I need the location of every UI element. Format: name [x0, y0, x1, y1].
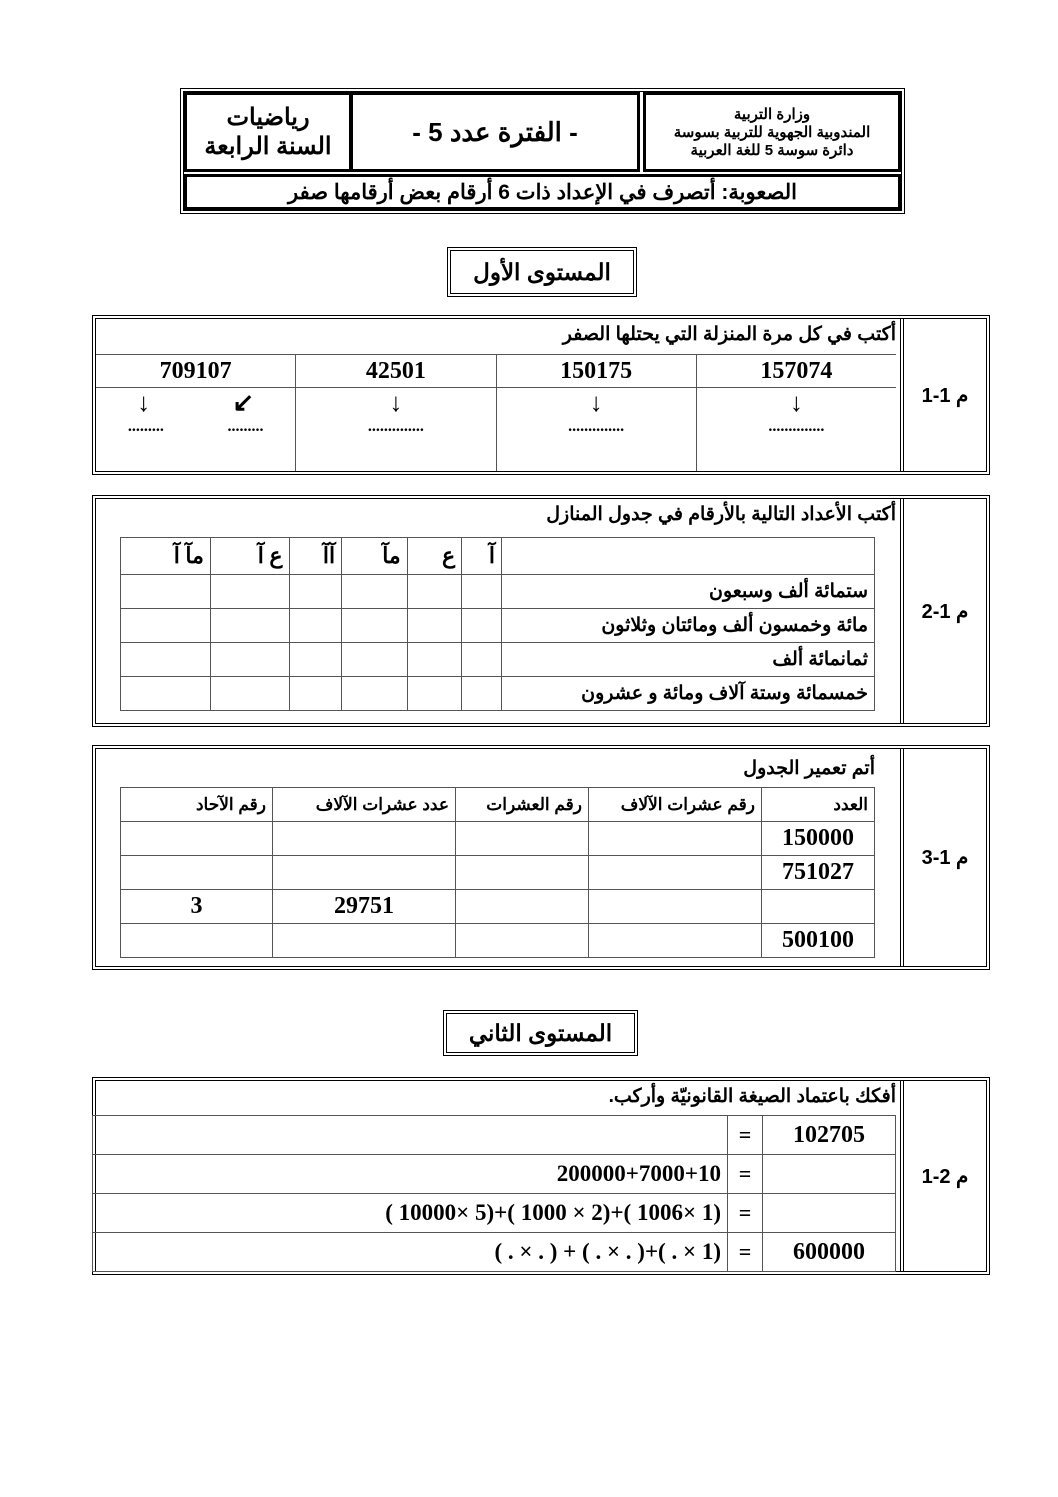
number: 157074 [697, 355, 896, 388]
column-header: ع آ [210, 538, 289, 575]
number-cell[interactable] [763, 1194, 896, 1233]
instruction: أفكك باعتماد الصيغة القانونيّة وأركب. [608, 1086, 896, 1107]
table-row [93, 1233, 896, 1272]
exercise-label: م 1-3 [900, 749, 986, 966]
corner-cell [502, 538, 875, 575]
digit-cell[interactable] [342, 609, 408, 643]
subject-cell [184, 92, 352, 172]
table-row [121, 575, 875, 609]
column-header: رقم عشرات الآلاف [589, 788, 762, 822]
number-cell: 751027 [762, 856, 875, 890]
digit-cell[interactable] [121, 677, 211, 711]
number-cell: 600000 [763, 1233, 896, 1272]
level-2-title: المستوى الثاني [443, 1010, 638, 1056]
answer-cell: 29751 [273, 890, 456, 924]
number-cell [696, 355, 896, 471]
level-1-title: المستوى الأول [447, 247, 637, 297]
number-cell [496, 355, 696, 471]
exercise-3 [92, 745, 990, 970]
equals-sign: = [728, 1233, 763, 1272]
exercise-2 [92, 495, 990, 727]
answer-blank[interactable]: .............. [768, 418, 825, 435]
column-header: آآ [289, 538, 342, 575]
decompose-table [92, 1115, 896, 1272]
answer-cell[interactable] [456, 822, 589, 856]
table-row [121, 890, 875, 924]
column-header: مآ [342, 538, 408, 575]
table-row [121, 643, 875, 677]
number-words: ستمائة ألف وسبعون [502, 575, 875, 609]
arrow-down-icon: ↓ [589, 388, 603, 417]
answer-blank[interactable]: .............. [568, 418, 625, 435]
number: 709107 [96, 355, 295, 388]
exercise-label: م 2-1 [900, 1081, 986, 1271]
grade: السنة الرابعة [204, 133, 332, 160]
number-cell [96, 355, 295, 471]
answer-cell[interactable] [121, 924, 273, 958]
table-row [121, 609, 875, 643]
digit-cell[interactable] [210, 609, 289, 643]
number: 42501 [296, 355, 495, 388]
answer-cell[interactable] [589, 890, 762, 924]
table-row [121, 924, 875, 958]
column-header: ع [407, 538, 461, 575]
number-cell: 102705 [763, 1116, 896, 1155]
digit-cell[interactable] [342, 677, 408, 711]
number-words: خمسمائة وستة آلاف ومائة و عشرون [502, 677, 875, 711]
digit-cell[interactable] [462, 609, 502, 643]
answer-blank[interactable]: .............. [367, 418, 424, 435]
arrow-down-icon: ↓ [137, 388, 151, 417]
column-header: العدد [762, 788, 875, 822]
expression-cell: 200000+7000+10 [93, 1155, 728, 1194]
table-row [121, 677, 875, 711]
answer-blank[interactable]: ......... [227, 418, 264, 435]
number-cell[interactable] [762, 890, 875, 924]
equals-sign: = [728, 1194, 763, 1233]
table-row [93, 1116, 896, 1155]
number-cell[interactable] [763, 1155, 896, 1194]
digit-cell[interactable] [407, 643, 461, 677]
ministry-line: دائرة سوسة 5 للغة العربية [690, 142, 854, 159]
digit-cell[interactable] [210, 643, 289, 677]
answer-cell[interactable] [273, 822, 456, 856]
digit-cell[interactable] [121, 643, 211, 677]
answer-cell[interactable] [273, 924, 456, 958]
exercise-1 [92, 315, 990, 475]
instruction: أتم تعمير الجدول [743, 758, 875, 779]
number-cell [295, 355, 495, 471]
number-cell: 500100 [762, 924, 875, 958]
arrow-down-icon: ↙ [232, 388, 255, 417]
answer-cell[interactable] [456, 924, 589, 958]
answer-cell[interactable] [273, 856, 456, 890]
difficulty: الصعوبة: أتصرف في الإعداد ذات 6 أرقام بعض أرقامها صفر [184, 174, 901, 210]
answer-cell: 3 [121, 890, 273, 924]
answer-cell[interactable] [589, 856, 762, 890]
digit-cell[interactable] [462, 677, 502, 711]
place-value-table [120, 537, 875, 711]
column-header: رقم الآحاد [121, 788, 273, 822]
digit-cell[interactable] [210, 575, 289, 609]
answer-cell[interactable] [456, 856, 589, 890]
arrow-down-icon: ↓ [789, 388, 803, 417]
exercise-4 [92, 1077, 990, 1275]
fill-table [120, 787, 875, 958]
answer-cell[interactable] [589, 822, 762, 856]
table-row [121, 822, 875, 856]
equals-sign: = [728, 1116, 763, 1155]
subject: رياضيات [226, 104, 310, 131]
column-header: رقم العشرات [456, 788, 589, 822]
digit-cell[interactable] [342, 643, 408, 677]
expression-cell[interactable] [93, 1116, 728, 1155]
table-row [93, 1155, 896, 1194]
digit-cell[interactable] [121, 575, 211, 609]
exercise-label: م 1-1 [900, 319, 986, 471]
digit-cell[interactable] [289, 609, 342, 643]
table-row [93, 1194, 896, 1233]
digit-cell[interactable] [462, 643, 502, 677]
expression-cell: ( 10000× 5)+( 1000 × 2)+( 1006× 1) [93, 1194, 728, 1233]
column-header: مآ آ [121, 538, 211, 575]
answer-cell[interactable] [589, 924, 762, 958]
digit-cell[interactable] [121, 609, 211, 643]
instruction: أكتب الأعداد التالية بالأرقام في جدول المنازل [546, 504, 896, 525]
digit-cell[interactable] [407, 575, 461, 609]
ministry-line: المندوبية الجهوية للتربية بسوسة [673, 124, 871, 141]
table-row [121, 856, 875, 890]
arrow-down-icon: ↓ [389, 388, 403, 417]
equals-sign: = [728, 1155, 763, 1194]
column-header: آ [462, 538, 502, 575]
period-title: - الفترة عدد 5 - [350, 92, 640, 172]
answer-cell[interactable] [121, 822, 273, 856]
answer-cell[interactable] [121, 856, 273, 890]
ministry-cell [643, 92, 901, 172]
number-cell: 150000 [762, 822, 875, 856]
digit-cell[interactable] [289, 677, 342, 711]
column-header: عدد عشرات الآلاف [273, 788, 456, 822]
number-words: ثمانمائة ألف [502, 643, 875, 677]
answer-blank[interactable]: ......... [127, 418, 164, 435]
number: 150175 [497, 355, 696, 388]
ministry-line: وزارة التربية [733, 106, 811, 123]
digit-cell[interactable] [289, 575, 342, 609]
exercise-label: م 1-2 [900, 499, 986, 723]
digit-cell[interactable] [462, 575, 502, 609]
digit-cell[interactable] [407, 677, 461, 711]
answer-cell[interactable] [456, 890, 589, 924]
digit-cell[interactable] [210, 677, 289, 711]
expression-cell: ( . × . ) + ( . × . )+( . × 1) [93, 1233, 728, 1272]
number-words: مائة وخمسون ألف ومائتان وثلاثون [502, 609, 875, 643]
digit-cell[interactable] [289, 643, 342, 677]
digit-cell[interactable] [342, 575, 408, 609]
instruction: أكتب في كل مرة المنزلة التي يحتلها الصفر [562, 324, 896, 345]
digit-cell[interactable] [407, 609, 461, 643]
header-box [180, 88, 905, 214]
